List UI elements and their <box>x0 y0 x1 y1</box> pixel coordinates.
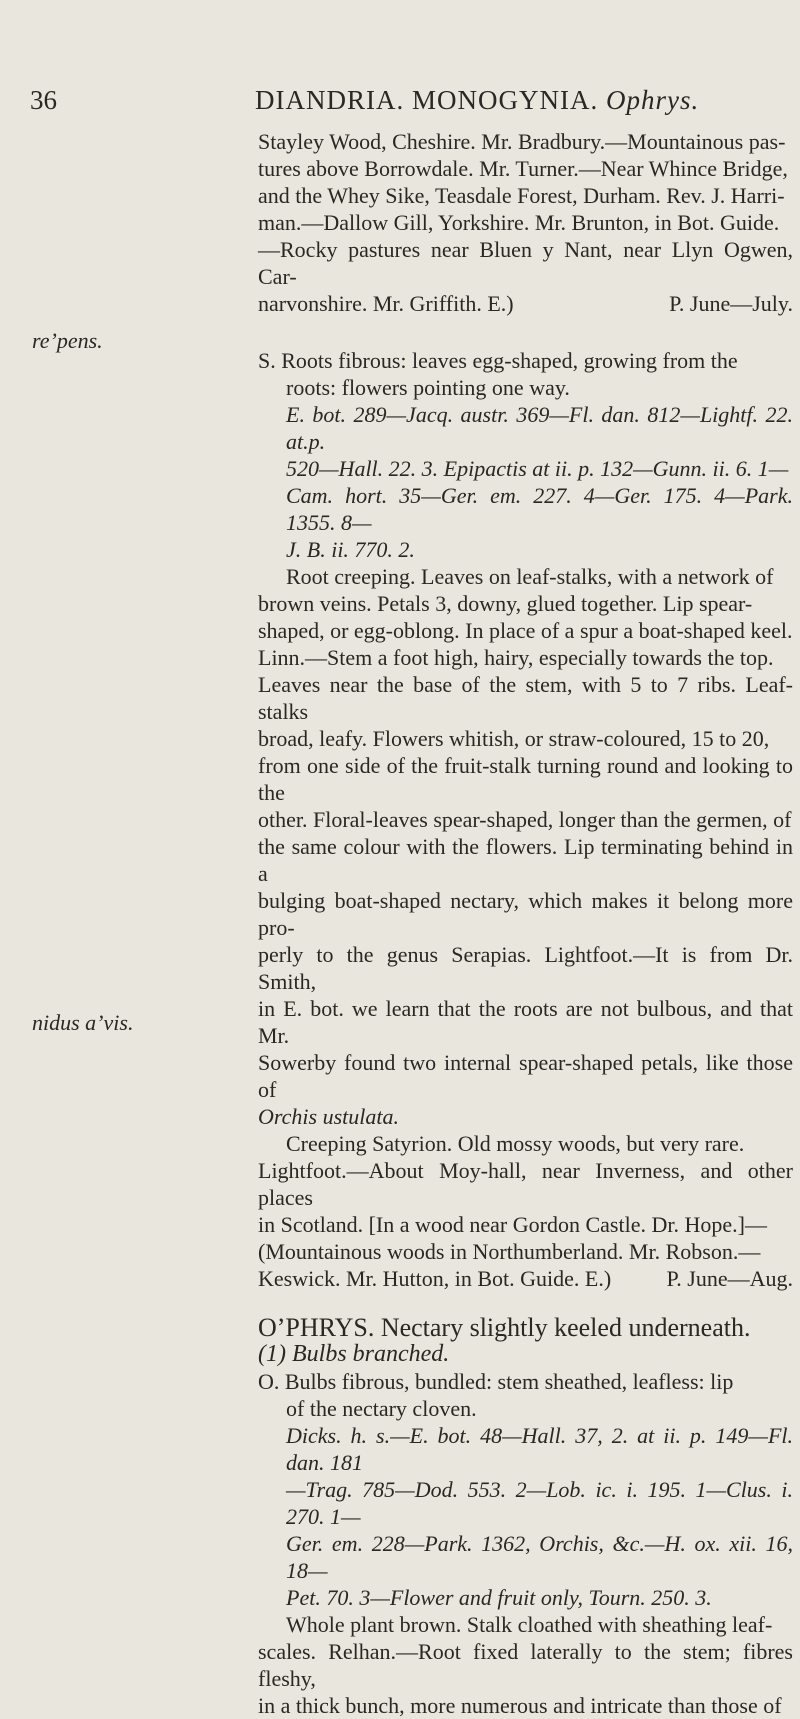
page-header <box>30 80 770 120</box>
text-line: shaped, or egg-oblong. In place of a spur a boat-shaped keel. <box>258 618 793 643</box>
text-line: Sowerby found two internal spear-shaped petals, like those of <box>258 1050 793 1102</box>
reference-line: Ger. em. 228—Park. 1362, Orchis, &c.—H. ox. xii. 16, 18— <box>286 1531 793 1583</box>
text-line: Lightfoot.—About Moy-hall, near Inverness, and other places <box>258 1158 793 1210</box>
text-line: Whole plant brown. Stalk cloathed with sheathing leaf- <box>286 1612 773 1637</box>
running-genus: Ophrys. <box>605 85 700 115</box>
page-body <box>258 128 793 1719</box>
text-line: scales. Relhan.—Root fixed laterally to the stem; fibres fleshy, <box>258 1639 793 1691</box>
text-line: Root creeping. Leaves on leaf-stalks, with a network of <box>286 564 774 589</box>
text-line: —Rocky pastures near Bluen y Nant, near Llyn Ogwen, Car- <box>258 237 793 289</box>
text-line: perly to the genus Serapias. Lightfoot.—It is from Dr. Smith, <box>258 942 793 994</box>
text-line: the same colour with the flowers. Lip terminating behind in a <box>258 834 793 886</box>
text-line: and the Whey Sike, Teasdale Forest, Durham. Rev. J. Harri- <box>258 183 785 208</box>
page-number: 36 <box>30 85 57 115</box>
reference-line: 520—Hall. 22. 3. Epipactis at ii. p. 132—Gunn. ii. 6. 1— <box>286 456 789 481</box>
text-line <box>258 290 793 317</box>
text-line: in Scotland. [In a wood near Gordon Castle. Dr. Hope.]— <box>258 1212 767 1237</box>
section-subheading: (1) Bulbs branched. <box>258 1341 450 1367</box>
text-line: from one side of the fruit-stalk turning round and looking to the <box>258 753 793 805</box>
spacer <box>258 317 793 347</box>
text-line: roots: flowers pointing one way. <box>286 375 570 400</box>
running-title-text: DIANDRIA. MONOGYNIA. <box>255 85 599 115</box>
reference-line: J. B. ii. 770. 2. <box>286 537 415 562</box>
flowering-time: P. June—Aug. <box>666 1266 793 1291</box>
text-line: Leaves near the base of the stem, with 5 to 7 ribs. Leaf-stalks <box>258 672 793 724</box>
text-line: Linn.—Stem a foot high, hairy, especially towards the top. <box>258 645 774 670</box>
reference-line: Dicks. h. s.—E. bot. 48—Hall. 37, 2. at ii. p. 149—Fl. dan. 181 <box>286 1423 793 1475</box>
text-line: broad, leafy. Flowers whitish, or straw-coloured, 15 to 20, <box>258 726 770 751</box>
text-line: bulging boat-shaped nectary, which makes it belong more pro- <box>258 888 793 940</box>
text-line: Orchis ustulata. <box>258 1104 399 1129</box>
reference-line: E. bot. 289—Jacq. austr. 369—Fl. dan. 812—Lightf. 22. at.p. <box>286 402 793 454</box>
text-span: narvonshire. Mr. Griffith. E.) <box>258 291 514 316</box>
margin-note-repens: re’pens. <box>32 328 103 353</box>
text-line: brown veins. Petals 3, downy, glued together. Lip spear- <box>258 591 753 616</box>
flowering-time: P. June—July. <box>669 291 793 316</box>
reference-line: Cam. hort. 35—Ger. em. 227. 4—Ger. 175. 4—Park. 1355. 8— <box>286 483 793 535</box>
text-line: Creeping Satyrion. Old mossy woods, but very rare. <box>286 1131 745 1156</box>
genus-heading: O’PHRYS. Nectary slightly keeled underneath. <box>258 1313 751 1342</box>
text-line: Stayley Wood, Cheshire. Mr. Bradbury.—Mountainous pas- <box>258 129 786 154</box>
text-line <box>258 1265 793 1292</box>
text-line: tures above Borrowdale. Mr. Turner.—Near Whince Bridge, <box>258 156 788 181</box>
text-line: of the nectary cloven. <box>286 1396 477 1421</box>
text-line: man.—Dallow Gill, Yorkshire. Mr. Brunton, in Bot. Guide. <box>258 210 780 235</box>
text-line: other. Floral-leaves spear-shaped, longer than the germen, of <box>258 807 792 832</box>
running-title <box>255 80 699 120</box>
reference-line: —Trag. 785—Dod. 553. 2—Lob. ic. i. 195. 1—Clus. i. 270. 1— <box>286 1477 793 1529</box>
text-line: in E. bot. we learn that the roots are not bulbous, and that Mr. <box>258 996 793 1048</box>
text-line: in a thick bunch, more numerous and intricate than those of <box>258 1693 782 1718</box>
margin-note-nidus-avis: nidus a’vis. <box>32 1010 134 1035</box>
reference-line: Pet. 70. 3—Flower and fruit only, Tourn. 250. 3. <box>286 1585 712 1610</box>
text-line: S. Roots fibrous: leaves egg-shaped, growing from the <box>258 348 738 373</box>
text-span: Keswick. Mr. Hutton, in Bot. Guide. E.) <box>258 1266 612 1291</box>
text-line: O. Bulbs fibrous, bundled: stem sheathed, leafless: lip <box>258 1369 734 1394</box>
text-line: (Mountainous woods in Northumberland. Mr. Robson.— <box>258 1239 761 1264</box>
spacer <box>258 1292 793 1314</box>
